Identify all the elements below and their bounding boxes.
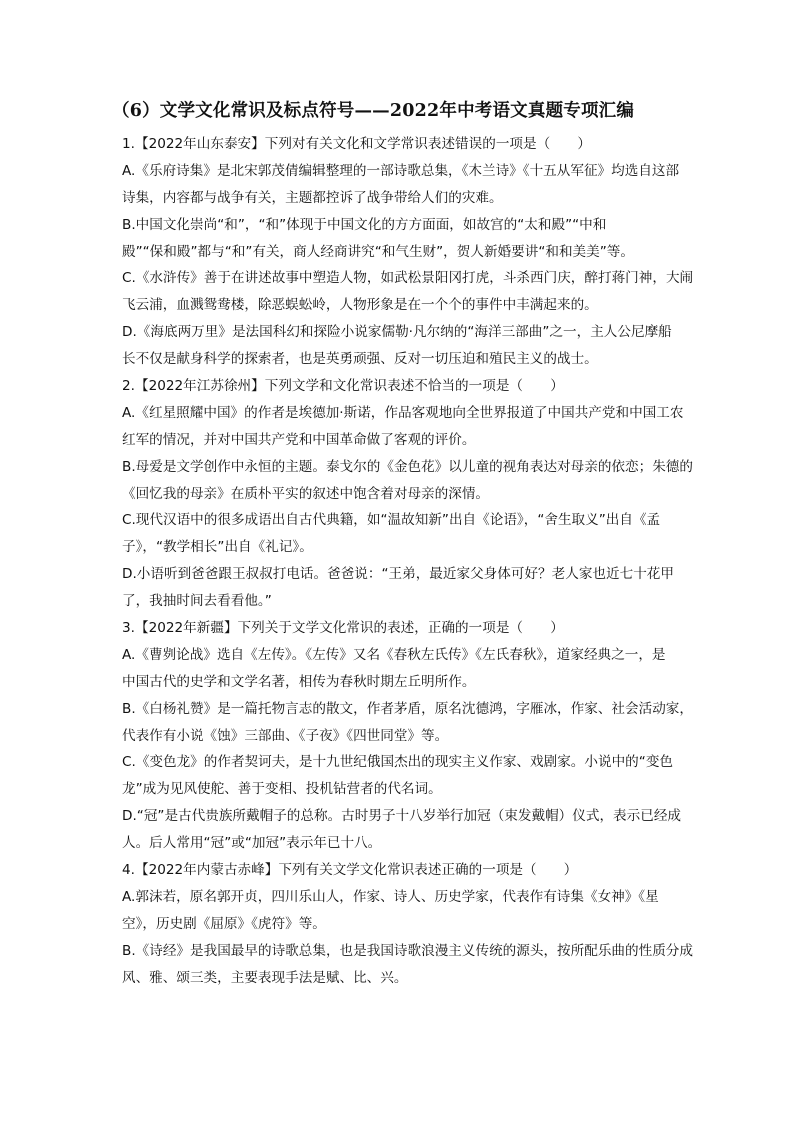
page-title: （6）文学文化常识及标点符号——2022年中考语文真题专项汇编	[112, 101, 635, 121]
text-line: 3.【2022年新疆】下列关于文学文化常识的表述，正确的一项是（ ）	[122, 620, 564, 637]
text-line: 飞云浦，血溅鸳鸯楼，除恶蜈蚣岭，人物形象是在一个个的事件中丰满起来的。	[122, 297, 598, 314]
text-line: 殿”“保和殿”都与“和”有关，商人经商讲究“和气生财”，贺人新婚要讲“和和美美”等。	[122, 243, 634, 260]
text-line: B.母爱是文学创作中永恒的主题。泰戈尔的《金色花》以儿童的视角表达对母亲的依恋；朱德的	[122, 458, 693, 475]
text-line: 《回忆我的母亲》在质朴平实的叙述中饱含着对母亲的深情。	[122, 485, 490, 502]
text-line: 红军的情况，并对中国共产党和中国革命做了客观的评价。	[122, 431, 476, 448]
text-line: 风、雅、颂三类，主要表现手法是赋、比、兴。	[122, 969, 408, 986]
text-line: D.小语听到爸爸跟王叔叔打电话。爸爸说：“王弟，最近家父身体可好？老人家也近七十花甲	[122, 566, 674, 583]
text-line: C.现代汉语中的很多成语出自古代典籍，如“温故知新”出自《论语》，“舍生取义”出自《孟	[122, 512, 661, 529]
text-line: C.《变色龙》的作者契诃夫，是十九世纪俄国杰出的现实主义作家、戏剧家。小说中的“变色	[122, 754, 674, 771]
text-line: 1.【2022年山东泰安】下列对有关文化和文学常识表述错误的一项是（ ）	[122, 136, 591, 152]
text-line: A.《曹刿论战》选自《左传》。《左传》又名《春秋左氏传》《左氏春秋》，道家经典之一，是	[122, 646, 666, 663]
text-line: A.《乐府诗集》是北宋郭茂倩编辑整理的一部诗歌总集，《木兰诗》《十五从军征》均选自这部	[122, 162, 680, 179]
text-line: D.“冠”是古代贵族所戴帽子的总称。古时男子十八岁举行加冠（束发戴帽）仪式，表示已经成	[122, 808, 682, 825]
text-line: 2.【2022年江苏徐州】下列文学和文化常识表述不恰当的一项是（ ）	[122, 378, 564, 395]
text-line: 4.【2022年内蒙古赤峰】下列有关文学文化常识表述正确的一项是（ ）	[122, 862, 578, 879]
text-line: A.郭沫若，原名郭开贞，四川乐山人，作家、诗人、历史学家，代表作有诗集《女神》《星	[122, 888, 659, 905]
text-line: B.中国文化崇尚“和”，“和”体现于中国文化的方方面面，如故宫的“太和殿”“中和	[122, 216, 607, 233]
text-line: 龙”成为见风使舵、善于变相、投机钻营者的代名词。	[122, 781, 442, 798]
text-line: 人。后人常用“冠”或“加冠”表示年已十八。	[122, 835, 382, 852]
text-line: C.《水浒传》善于在讲述故事中塑造人物，如武松景阳冈打虎，斗杀西门庆，醉打蒋门神，大闹	[122, 270, 694, 287]
text-line: 空》，历史剧《屈原》《虎符》等。	[122, 915, 326, 932]
document-body	[122, 131, 702, 992]
text-line: B.《诗经》是我国最早的诗歌总集，也是我国诗歌浪漫主义传统的源头，按所配乐曲的性质分成	[122, 942, 693, 959]
text-line: 中国古代的史学和文学名著，相传为春秋时期左丘明所作。	[122, 673, 476, 690]
text-line: A.《红星照耀中国》的作者是埃德加·斯诺，作品客观地向全世界报道了中国共产党和中国工农	[122, 404, 684, 421]
text-line: 代表作有小说《蚀》三部曲、《子夜》《四世同堂》等。	[122, 727, 449, 744]
text-line: 诗集，内容都与战争有关，主题都控诉了战争带给人们的灾难。	[122, 189, 503, 206]
text-line: 了，我抽时间去看看他。”	[122, 593, 272, 610]
text-line: 子》，“教学相长”出自《礼记》。	[122, 539, 313, 556]
text-line: B.《白杨礼赞》是一篇托物言志的散文，作者茅盾，原名沈德鸿，字雁冰，作家、社会活动家，	[122, 700, 693, 717]
text-line: D.《海底两万里》是法国科幻和探险小说家儒勒·凡尔纳的“海洋三部曲”之一，主人公尼摩船	[122, 324, 672, 341]
text-line: 长不仅是献身科学的探索者，也是英勇顽强、反对一切压迫和殖民主义的战士。	[122, 351, 598, 368]
